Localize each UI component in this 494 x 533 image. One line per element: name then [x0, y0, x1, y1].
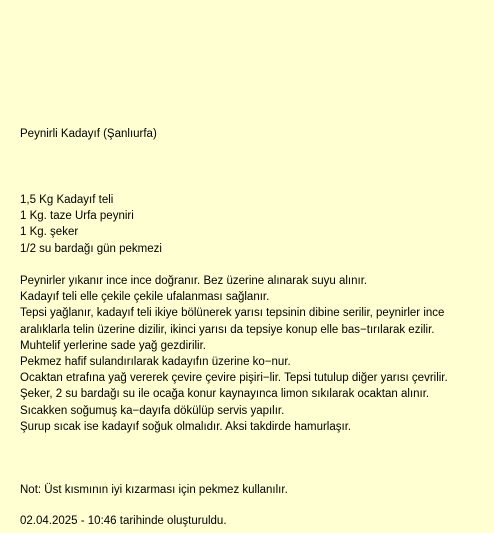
- instruction-step: Sıcakken soğumuş ka−dayıfa dökülüp servis yapılır.: [20, 404, 285, 417]
- ingredients-list: [20, 192, 162, 257]
- ingredient-item: 1,5 Kg Kadayıf teli: [20, 194, 114, 206]
- instruction-step: Şurup sıcak ise kadayıf soğuk olmalıdır. Aksi takdirde hamurlaşır.: [20, 420, 352, 433]
- instructions: [20, 273, 482, 435]
- instruction-step: Şeker, 2 su bardağı su ile ocağa konur kaynayınca limon sıkılarak ocaktan alınır.: [20, 388, 430, 401]
- instruction-step: Kadayıf teli elle çekile çekile ufalanması sağlanır.: [20, 291, 270, 304]
- instruction-step: Pekmez hafif sulandırılarak kadayıfın üzerine ko−nur.: [20, 356, 291, 369]
- instruction-step: Muhtelif yerlerine sade yağ gezdirilir.: [20, 339, 207, 352]
- ingredient-item: 1/2 su bardağı gün pekmezi: [20, 242, 162, 255]
- recipe-note: Not: Üst kısmının iyi kızarması için pekmez kullanılır.: [20, 484, 288, 496]
- ingredient-item: 1 Kg. şeker: [20, 226, 79, 239]
- instruction-step: Tepsi yağlanır, kadayıf teli ikiye bölünerek yarısı tepsinin dibine serilir, peynirler ince aralıklarla telin üzerine dizilir, ikinci yarısı da tepsiye konup elle bas−tırılarak ezilir.: [20, 307, 445, 336]
- instruction-step: Peynirler yıkanır ince ince doğranır. Bez üzerine alınarak suyu alınır.: [20, 275, 368, 287]
- recipe-title: Peynirli Kadayıf (Şanlıurfa): [20, 128, 157, 140]
- created-timestamp: 02.04.2025 - 10:46 tarihinde oluşturuldu.: [20, 515, 227, 527]
- instruction-step: Ocaktan etrafına yağ vererek çevire çevire pişiri−lir. Tepsi tutulup diğer yarısı çevrilir.: [20, 372, 448, 385]
- ingredient-item: 1 Kg. taze Urfa peyniri: [20, 210, 134, 223]
